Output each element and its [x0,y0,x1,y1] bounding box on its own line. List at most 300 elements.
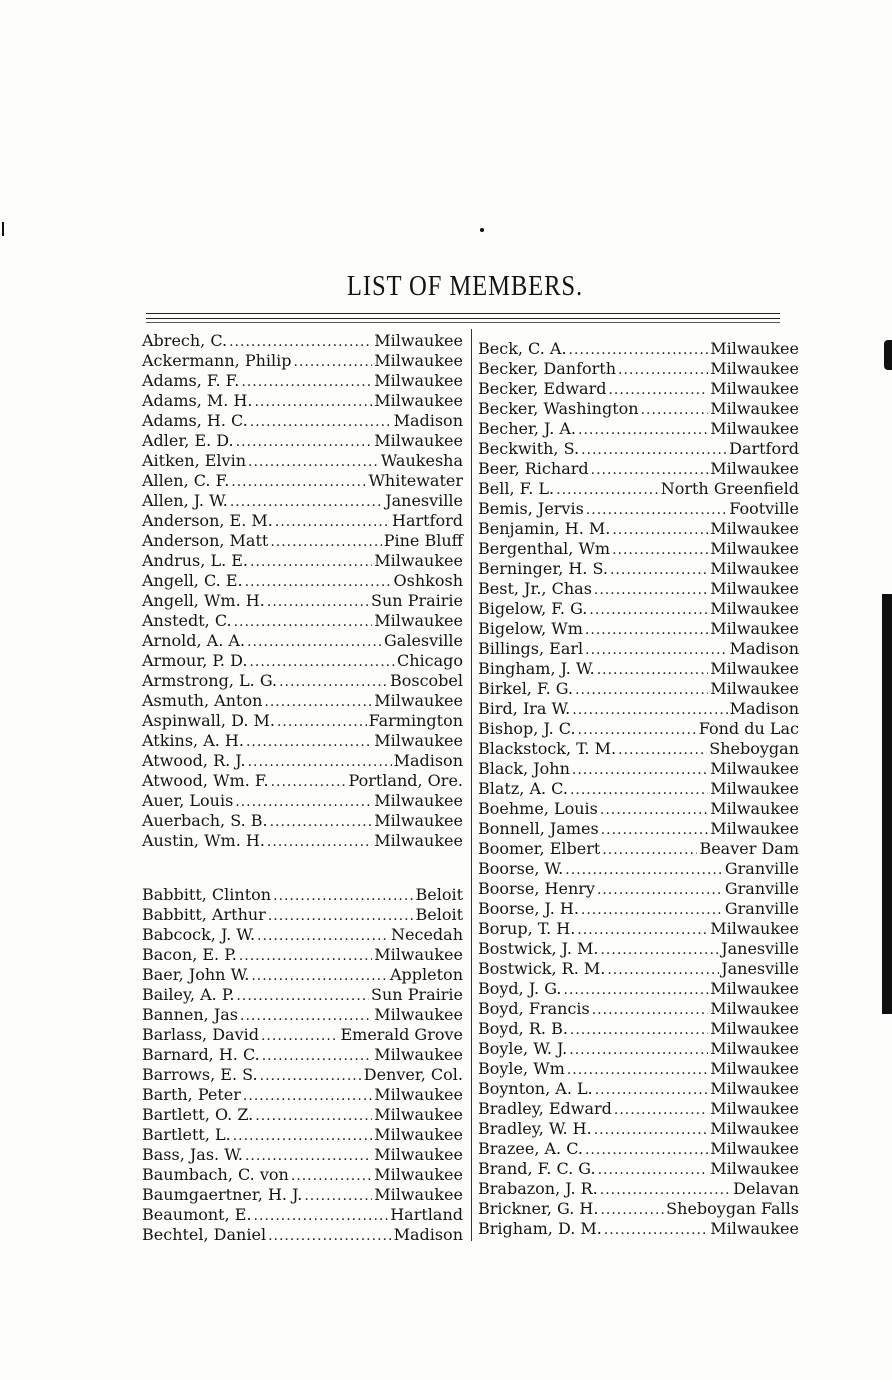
member-entry [142,1025,463,1045]
member-entry [142,351,463,371]
member-entry [142,591,463,611]
member-entry [142,691,463,711]
member-entry [478,1039,799,1059]
member-entry [142,925,463,945]
dot-leader [241,372,372,392]
member-name: Bailey, A. P. [142,985,235,1004]
margin-mark [2,222,4,236]
member-name: Bigelow, F. G. [478,599,588,618]
member-name: Becker, Danforth [478,359,617,378]
member-place: Necedah [391,925,463,944]
member-place: Milwaukee [374,331,463,350]
member-place: Milwaukee [710,659,799,678]
member-place: Milwaukee [374,691,463,710]
member-entry [478,1019,799,1039]
member-name: Blatz, A. C. [478,779,568,798]
dot-leader [271,772,347,792]
member-name: Bostwick, J. M. [478,939,599,958]
dot-leader [585,1140,708,1160]
dot-leader [594,1120,708,1140]
member-name: Brigham, D. M. [478,1219,602,1238]
member-entry [142,731,463,751]
dot-leader [565,860,723,880]
member-entry [142,905,463,925]
member-place: Milwaukee [710,1119,799,1138]
member-entry [142,1185,463,1205]
member-entry [478,639,799,659]
member-place: Emerald Grove [340,1025,463,1044]
member-name: Bannen, Jas [142,1005,239,1024]
member-name: Anstedt, C. [142,611,232,630]
member-entry [478,379,799,399]
member-name: Becher, J. A. [478,419,577,438]
dot-leader [618,740,707,760]
member-entry [142,531,463,551]
member-entry [142,471,463,491]
member-name: Atwood, Wm. F. [142,771,269,790]
member-place: Waukesha [380,451,463,470]
member-entry [478,1119,799,1139]
member-place: Sun Prairie [371,985,463,1004]
member-place: Granville [724,899,799,918]
member-name: Asmuth, Anton [142,691,263,710]
member-place: Milwaukee [374,1145,463,1164]
member-place: Milwaukee [710,1099,799,1118]
dot-leader [601,820,709,840]
member-entry [478,1059,799,1079]
dot-leader [600,1180,731,1200]
member-entry [142,1045,463,1065]
member-place: Footville [729,499,799,518]
dot-leader [235,792,372,812]
member-name: Brazee, A. C. [478,1139,583,1158]
member-name: Boorse, W. [478,859,564,878]
member-place: Milwaukee [710,379,799,398]
dot-leader [563,980,708,1000]
member-place: Granville [724,879,799,898]
member-place: Milwaukee [710,759,799,778]
member-entry [478,459,799,479]
member-entry [478,739,799,759]
dot-leader [257,926,389,946]
dot-leader [245,572,392,592]
member-name: Baer, John W. [142,965,250,984]
member-name: Armour, P. D. [142,651,248,670]
member-name: Becker, Washington [478,399,639,418]
member-entry [478,879,799,899]
member-name: Barth, Peter [142,1085,241,1104]
dot-leader [581,900,723,920]
member-place: Dartford [729,439,799,458]
dot-leader [586,500,727,520]
member-entry [478,1139,799,1159]
member-name: Barnard, H. C. [142,1045,260,1064]
member-place: Milwaukee [710,819,799,838]
dot-leader [248,452,379,472]
member-entry [478,959,799,979]
member-entry [142,331,463,351]
member-name: Bishop, J. C. [478,719,576,738]
member-name: Babbitt, Clinton [142,885,272,904]
member-place: Appleton [390,965,463,984]
member-place: Milwaukee [710,619,799,638]
member-entry [478,1179,799,1199]
member-name: Atwood, R. J. [142,751,246,770]
member-entry [142,751,463,771]
member-name: Auer, Louis [142,791,234,810]
member-place: Milwaukee [710,399,799,418]
member-entry [478,1099,799,1119]
member-entry [142,1005,463,1025]
member-name: Bradley, Edward [478,1099,612,1118]
dot-leader [243,1086,372,1106]
member-name: Angell, Wm. H. [142,591,265,610]
member-name: Boorse, J. H. [478,899,579,918]
dot-leader [293,352,372,372]
member-name: Adler, E. D. [142,431,234,450]
member-place: Galesville [384,631,463,650]
member-name: Beer, Richard [478,459,589,478]
member-entry [142,831,463,851]
member-place: Madison [729,639,799,658]
member-name: Borup, T. H. [478,919,576,938]
dot-leader [569,340,709,360]
dot-leader [260,1066,362,1086]
dot-leader [589,600,708,620]
member-name: Brand, F. C. G. [478,1159,596,1178]
member-place: Pine Bluff [383,531,463,550]
member-name: Abrech, C. [142,331,228,350]
member-place: Milwaukee [374,731,463,750]
dot-leader [236,986,369,1006]
dot-leader [268,1226,392,1246]
member-place: North Greenfield [660,479,799,498]
member-place: Milwaukee [374,791,463,810]
dot-leader [577,920,708,940]
member-name: Blackstock, T. M. [478,739,617,758]
member-entry [478,659,799,679]
member-entry [142,711,463,731]
member-name: Brickner, G. H. [478,1199,599,1218]
member-entry [478,799,799,819]
member-place: Farmington [368,711,463,730]
member-place: Whitewater [368,471,463,490]
member-place: Hartford [391,511,463,530]
member-place: Milwaukee [710,679,799,698]
dot-leader [250,552,372,572]
member-entry [142,1165,463,1185]
member-place: Janesville [721,959,799,978]
member-place: Milwaukee [710,1059,799,1078]
member-name: Adams, F. F. [142,371,240,390]
member-name: Bigelow, Wm [478,619,583,638]
dot-leader [254,1206,389,1226]
member-name: Boyd, Francis [478,999,590,1018]
member-entry [142,885,463,905]
member-place: Milwaukee [710,979,799,998]
dot-leader [229,332,372,352]
member-name: Boyd, J. G. [478,979,562,998]
dot-leader [239,946,372,966]
dot-leader [641,400,709,420]
member-place: Milwaukee [710,1139,799,1158]
member-entry [478,539,799,559]
member-place: Milwaukee [374,1045,463,1064]
member-name: Adams, M. H. [142,391,253,410]
page-edge-shadow [882,594,892,1014]
member-place: Beloit [415,905,463,924]
member-place: Sun Prairie [371,591,463,610]
member-place: Milwaukee [374,391,463,410]
member-place: Milwaukee [710,459,799,478]
dot-leader [612,520,708,540]
dot-leader [592,1000,708,1020]
member-place: Milwaukee [710,339,799,358]
member-entry [478,719,799,739]
dot-leader [254,392,372,412]
title-rule [146,313,780,314]
dot-leader [600,1200,664,1220]
member-entry [478,919,799,939]
member-name: Babbitt, Arthur [142,905,266,924]
member-place: Madison [393,751,463,770]
member-place: Milwaukee [710,599,799,618]
member-place: Sheboygan [709,739,799,758]
member-name: Birkel, F. G. [478,679,574,698]
dot-leader [267,592,369,612]
member-place: Janesville [721,939,799,958]
member-entry [142,671,463,691]
dot-leader [250,412,392,432]
member-name: Brabazon, J. R. [478,1179,598,1198]
member-entry [142,1085,463,1105]
dot-leader [267,832,372,852]
member-entry [478,1079,799,1099]
dot-leader [578,720,697,740]
member-name: Beaumont, E. [142,1205,252,1224]
member-entry [142,1225,463,1245]
member-name: Bass, Jas. W. [142,1145,243,1164]
member-name: Bostwick, R. M. [478,959,606,978]
dot-leader [591,460,709,480]
member-place: Milwaukee [374,1185,463,1204]
member-place: Milwaukee [374,351,463,370]
dot-leader [585,620,708,640]
member-entry [142,371,463,391]
member-place: Oshkosh [393,571,463,590]
member-place: Milwaukee [710,919,799,938]
member-place: Milwaukee [374,1105,463,1124]
dot-leader [270,812,373,832]
dot-leader [602,840,697,860]
member-entry [142,771,463,791]
dot-leader [570,1020,708,1040]
member-entry [478,479,799,499]
member-name: Aspinwall, D. M. [142,711,275,730]
member-name: Atkins, A. H. [142,731,244,750]
member-place: Sheboygan Falls [666,1199,799,1218]
member-entry [142,631,463,651]
member-name: Beck, C. A. [478,339,567,358]
member-name: Best, Jr., Chas [478,579,592,598]
member-place: Hartland [390,1205,463,1224]
member-entry [478,419,799,439]
member-name: Boyle, Wm [478,1059,565,1078]
member-place: Milwaukee [710,419,799,438]
member-entry [478,499,799,519]
member-entry [478,599,799,619]
member-place: Milwaukee [374,551,463,570]
member-name: Bartlett, O. Z. [142,1105,254,1124]
member-entry [142,985,463,1005]
member-entry [142,651,463,671]
dot-leader [610,560,708,580]
member-name: Bartlett, L. [142,1125,231,1144]
dot-leader [595,1080,708,1100]
member-entry [142,811,463,831]
member-entry [478,519,799,539]
member-name: Bonnell, James [478,819,599,838]
dot-leader [598,1160,709,1180]
member-name: Babcock, J. W. [142,925,256,944]
member-place: Madison [393,411,463,430]
member-place: Milwaukee [374,1085,463,1104]
member-name: Anderson, Matt [142,531,269,550]
dot-leader [594,580,708,600]
member-place: Beaver Dam [699,839,799,858]
member-place: Milwaukee [710,999,799,1018]
dot-leader [251,966,388,986]
member-entry [142,431,463,451]
member-entry [478,679,799,699]
dot-leader [304,1186,372,1206]
dot-leader [247,632,382,652]
member-entry [478,1219,799,1239]
member-name: Allen, C. F. [142,471,230,490]
member-entry [142,491,463,511]
member-entry [478,399,799,419]
member-name: Billings, Earl [478,639,584,658]
member-name: Anderson, E. M. [142,511,273,530]
member-entry [142,945,463,965]
member-place: Milwaukee [374,945,463,964]
member-entry [478,979,799,999]
dot-leader [261,1026,339,1046]
member-place: Milwaukee [710,579,799,598]
member-place: Janesville [385,491,463,510]
dot-leader [569,1040,708,1060]
member-place: Milwaukee [710,1019,799,1038]
member-place: Milwaukee [710,519,799,538]
member-place: Milwaukee [374,611,463,630]
member-entry [478,1199,799,1219]
member-place: Milwaukee [374,811,463,830]
dot-leader [600,800,708,820]
dot-leader [608,380,708,400]
member-entry [142,511,463,531]
dot-leader [570,780,708,800]
dot-leader [567,1060,708,1080]
dot-leader [230,492,383,512]
dot-leader [273,886,413,906]
dot-leader [277,712,367,732]
title-rule [146,318,780,319]
member-name: Bird, Ira W. [478,699,571,718]
member-name: Bradley, W. H. [478,1119,592,1138]
member-place: Milwaukee [710,1219,799,1238]
member-entry [478,859,799,879]
member-place: Delavan [733,1179,799,1198]
dot-leader [240,1006,372,1026]
member-entry [478,819,799,839]
member-name: Bingham, J. W. [478,659,595,678]
member-entry [142,451,463,471]
member-name: Bergenthal, Wm [478,539,611,558]
dot-leader [291,1166,372,1186]
member-name: Black, John [478,759,570,778]
member-name: Arnold, A. A. [142,631,246,650]
member-name: Bemis, Jervis [478,499,584,518]
dot-leader [572,760,708,780]
member-entry [142,1105,463,1125]
dot-leader [604,1220,708,1240]
member-place: Milwaukee [374,1165,463,1184]
dot-leader [270,532,381,552]
member-name: Berninger, H. S. [478,559,608,578]
member-entry [142,411,463,431]
member-entry [478,619,799,639]
member-entry [478,839,799,859]
dot-leader [556,480,659,500]
member-place: Milwaukee [374,371,463,390]
member-entry [142,791,463,811]
dot-leader [600,940,719,960]
member-entry [142,1065,463,1085]
member-name: Benjamin, H. M. [478,519,611,538]
member-name: Boomer, Elbert [478,839,601,858]
member-name: Bechtel, Daniel [142,1225,267,1244]
member-name: Bacon, E. P. [142,945,237,964]
member-name: Baumbach, C. von [142,1165,289,1184]
dot-leader [597,660,709,680]
member-name: Auerbach, S. B. [142,811,268,830]
member-entry [478,339,799,359]
dot-leader [572,700,727,720]
dot-leader [612,540,708,560]
member-name: Beckwith, S. [478,439,580,458]
dot-leader [279,672,388,692]
member-place: Milwaukee [710,1159,799,1178]
dot-leader [246,732,372,752]
member-name: Baumgaertner, H. J. [142,1185,303,1204]
member-name: Bell, F. L. [478,479,555,498]
member-name: Allen, J. W. [142,491,228,510]
dot-leader [575,680,708,700]
member-place: Milwaukee [374,1005,463,1024]
members-column-left [142,331,463,1245]
dot-leader [581,440,727,460]
dot-leader [231,472,366,492]
member-entry [478,1159,799,1179]
member-place: Milwaukee [374,431,463,450]
member-entry [142,571,463,591]
member-place: Beloit [415,885,463,904]
column-divider [471,329,472,1241]
member-place: Milwaukee [710,1079,799,1098]
member-entry [478,939,799,959]
member-place: Chicago [396,651,463,670]
member-place: Fond du Lac [698,719,799,738]
